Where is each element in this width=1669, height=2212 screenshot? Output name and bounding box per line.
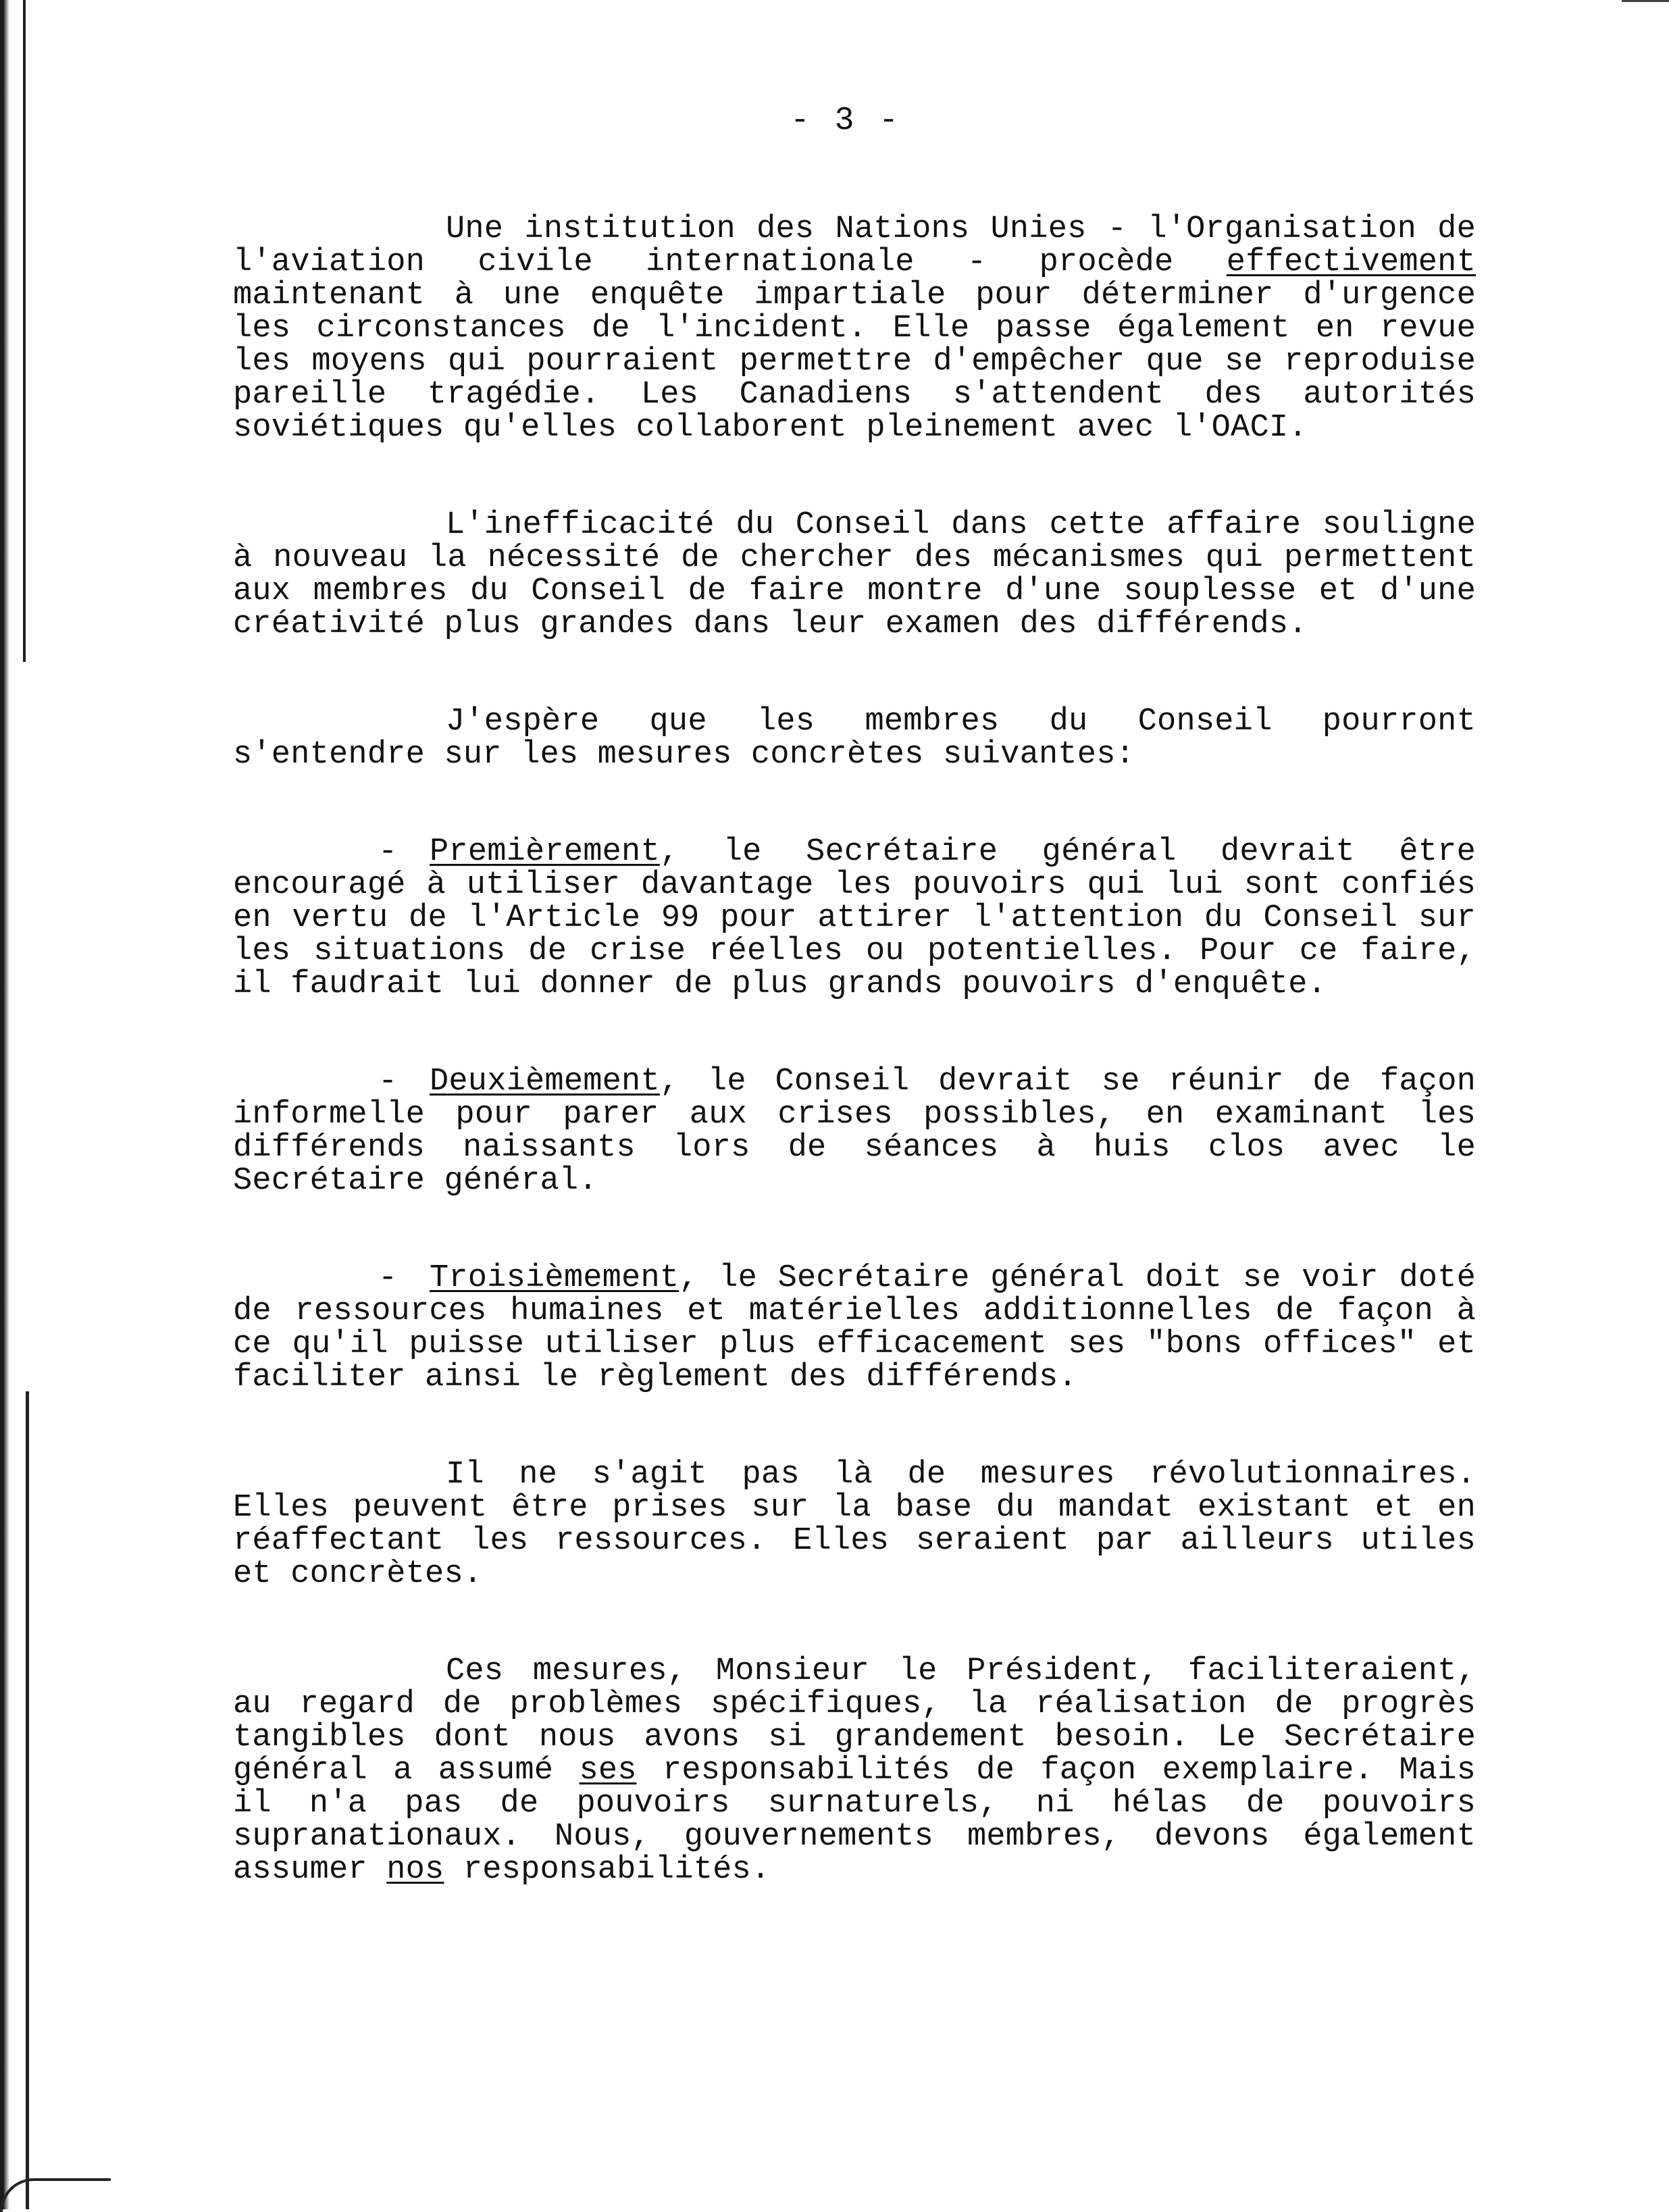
paragraph-oaci-start: Une institution des Nations Unies - l'Organisation de l'aviation civile internationale - procède [233, 211, 1476, 280]
paragraph-conclusion [233, 1655, 1476, 1886]
bullet-troisiemement [233, 1262, 1476, 1394]
bullet-keyword: Premièrement [430, 834, 660, 870]
paragraph-mesures-intro: J'espère que les membres du Conseil pourront s'entendre sur les mesures concrètes suivantes: [233, 704, 1476, 773]
bullet-premierement [233, 835, 1476, 1001]
scan-top-edge [1622, 0, 1669, 2]
bullet-keyword: Deuxièmement [430, 1064, 660, 1100]
paragraph-oaci [233, 213, 1476, 444]
scan-left-edge [0, 0, 9, 2209]
scan-left-line-lower [26, 1391, 29, 2209]
bullet-text: , le Secrétaire général devrait être encouragé à utiliser davantage les pouvoirs qui lui sont confiés en vertu de l'Article 99 pour attirer l'attention du Conseil sur les situations de crise réelles ou potentielles. Pour ce faire, il faudrait lui donner de plus grands pouvoirs d'enquête. [233, 834, 1476, 1002]
paragraph-oaci-end: maintenant à une enquête impartiale pour déterminer d'urgence les circonstances de l'incident. Elle passe également en revue les moyens qui pourraient permettre d'empêcher que se reproduise pareille tragédie. Les Canadiens s'attendent des autorités soviétiques qu'elles collaborent pleinement avec l'OACI. [233, 278, 1476, 446]
bullet-text: , le Secrétaire général doit se voir doté de ressources humaines et matérielles additionnelles de façon à ce qu'il puisse utiliser plus efficacement ses "bons offices" et faciliter ainsi le règlement des différends. [233, 1260, 1476, 1395]
conclusion-part-3: responsabilités. [444, 1852, 771, 1888]
bullet-keyword: Troisièmement [430, 1260, 679, 1296]
bullet-text: , le Conseil devrait se réunir de façon informelle pour parer aux crises possibles, en examinant les différends naissants lors de séances à huis clos avec le Secrétaire général. [233, 1064, 1476, 1199]
emphasis-effectivement: effectivement [1226, 245, 1476, 280]
conclusion-part-1: Ces mesures, Monsieur le Président, faciliteraient, au regard de problèmes spécifiques, la réalisation de progrès tangibles dont nous avons si grandement besoin. Le Secrétaire général a assumé [233, 1653, 1476, 1789]
bullet-dash: - [378, 1064, 398, 1100]
conclusion-part-2: responsabilités de façon exemplaire. Mais il n'a pas de pouvoirs surnaturels, ni hélas de pouvoirs supranationaux. Nous, gouvernements membres, devons également assumer [233, 1753, 1476, 1888]
emphasis-ses: ses [579, 1753, 637, 1789]
scan-left-line [23, 0, 26, 662]
bullet-dash: - [378, 834, 398, 870]
bullet-dash: - [378, 1260, 398, 1296]
paragraph-pas-revolutionnaires: Il ne s'agit pas là de mesures révolutionnaires. Elles peuvent être prises sur la base du mandat existant et en réaffectant les ressources. Elles seraient par ailleurs utiles et concrètes. [233, 1457, 1476, 1592]
bullet-deuxiemement [233, 1065, 1476, 1198]
paragraph-inefficacite: L'inefficacité du Conseil dans cette affaire souligne à nouveau la nécessité de chercher des mécanismes qui permettent aux membres du Conseil de faire montre d'une souplesse et d'une créativité plus grandes dans leur examen des différends. [233, 507, 1476, 642]
emphasis-nos: nos [386, 1852, 444, 1888]
scan-bottom-curve [0, 2178, 111, 2212]
document-body [233, 213, 1476, 1951]
page-number: - 3 - [790, 103, 902, 139]
